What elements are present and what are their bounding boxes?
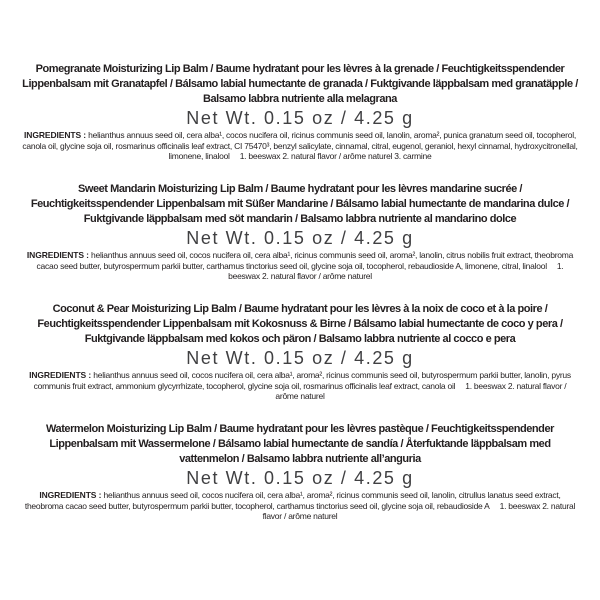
net-weight: Net Wt. 0.15 oz / 4.25 g xyxy=(186,228,414,248)
ingredients-text xyxy=(22,250,578,282)
ingredients-text xyxy=(22,370,578,402)
ingredients-label: INGREDIENTS : xyxy=(39,490,102,500)
ingredients-label: INGREDIENTS : xyxy=(26,250,89,260)
ingredients-list: helianthus annuus seed oil, cocos nucifera oil, cera alba¹, ricinus communis seed oil, aroma², lanolin, citrus nobilis fruit extract, theobroma cacao seed butter, butyrospermum parkii butter, carthamus tinctorius seed oil, glycine soja oil, tocopherol, rebaudioside A, limonene, citral, linalool xyxy=(36,250,574,271)
product-title: Coconut & Pear Moisturizing Lip Balm / Baume hydratant pour les lèvres à la noix de coco et à la poire / Feuchtigkeitsspendender Lippenbalsam mit Kokosnuss & Birne / Bálsamo labial humectante de coco y pera / Fuktgivande läppbalsam med kokos och päron / Balsamo labbra nutriente al cocco e pera xyxy=(37,303,563,345)
net-weight: Net Wt. 0.15 oz / 4.25 g xyxy=(186,348,414,368)
net-weight: Net Wt. 0.15 oz / 4.25 g xyxy=(186,468,414,488)
ingredients-footnotes: 1. beeswax 2. natural flavor / arôme naturel xyxy=(228,260,564,281)
product-block-watermelon xyxy=(22,422,578,529)
ingredients-list: helianthus annuus seed oil, cera alba¹, cocos nucifera oil, ricinus communis seed oil, lanolin, aroma², punica granatum seed oil, tocopherol, canola oil, glycine soja oil, rosmarinus officinalis leaf extract, CI 75470³, benzyl salicylate, cinnamal, citral, eugenol, geraniol, hexyl cinnamal, hydroxycitronellal, limonene, linalool xyxy=(22,130,578,161)
ingredients-label: INGREDIENTS : xyxy=(29,370,92,380)
product-block-coconut-pear xyxy=(22,302,578,409)
ingredients-label: INGREDIENTS : xyxy=(24,130,87,140)
ingredients-text xyxy=(22,130,578,162)
ingredients-footnotes: 1. beeswax 2. natural flavor / arôme naturel xyxy=(275,380,567,401)
product-title: Sweet Mandarin Moisturizing Lip Balm / Baume hydratant pour les lèvres mandarine sucrée / Feuchtigkeitsspendender Lippenbalsam mit Süßer Mandarine / Bálsamo labial humectante de mandarina dulce / Fuktgivande läppbalsam med söt mandarin / Balsamo labbra nutriente al mandarino dolce xyxy=(30,183,570,225)
net-weight: Net Wt. 0.15 oz / 4.25 g xyxy=(186,108,414,128)
product-title: Pomegranate Moisturizing Lip Balm / Baume hydratant pour les lèvres à la grenade / Feuchtigkeitsspendender Lippenbalsam mit Granatapfel / Bálsamo labial humectante de granada / Fuktgivande läppbalsam med granatäpple / Balsamo labbra nutriente alla melagrana xyxy=(22,63,578,105)
ingredients-list: helianthus annuus seed oil, cocos nucifera oil, cera alba¹, aroma², ricinus communis seed oil, butyrospermum parkii butter, lanolin, pyrus communis fruit extract, ammonium glycyrrhizate, tocopherol, glycine soja oil, rosmarinus officinalis leaf extract, canola oil xyxy=(33,370,571,391)
ingredients-footnotes: 1. beeswax 2. natural flavor / arôme naturel 3. carmine xyxy=(239,151,432,161)
ingredients-text xyxy=(22,490,578,522)
ingredients-footnotes: 1. beeswax 2. natural flavor / arôme naturel xyxy=(262,500,576,521)
ingredients-list: helianthus annuus seed oil, cocos nucifera oil, cera alba¹, aroma², ricinus communis seed oil, lanolin, citrullus lanatus seed extract, theobroma cacao seed butter, butyrospermum parkii butter, tocopherol, carthamus tinctorius seed oil, glycine soja oil, rebaudioside A xyxy=(24,490,561,511)
product-title: Watermelon Moisturizing Lip Balm / Baume hydratant pour les lèvres pastèque / Feuchtigkeitsspendender Lippenbalsam mit Wassermelone / Bálsamo labial humectante de sandía / Återfuktande läppbalsam med vattenmelon / Balsamo labbra nutriente all’anguria xyxy=(46,423,554,465)
product-block-sweet-mandarin xyxy=(22,182,578,289)
product-block-pomegranate xyxy=(22,62,578,169)
